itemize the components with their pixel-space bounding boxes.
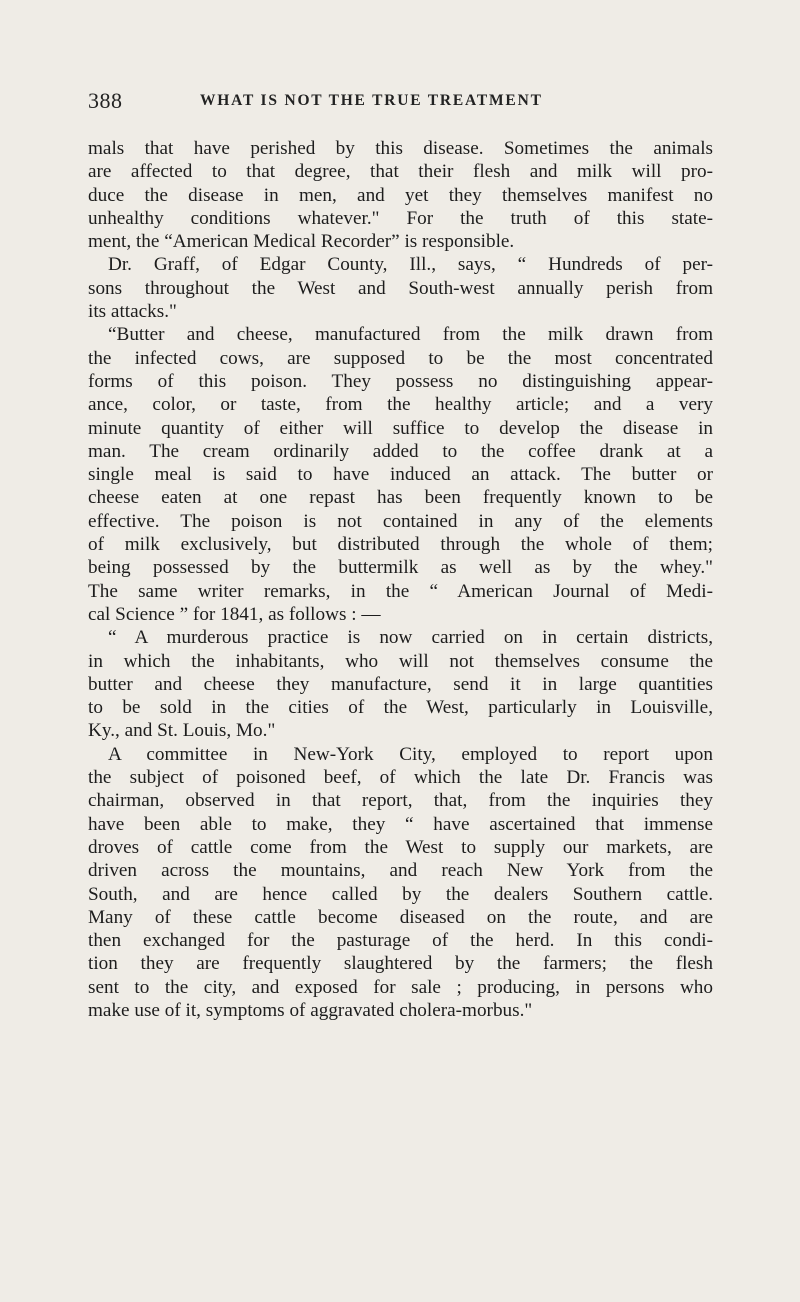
- text-line: of milk exclusively, but distributed through the whole of them;: [88, 534, 713, 556]
- text-line: tion they are frequently slaughtered by the farmers; the flesh: [88, 953, 713, 975]
- text-line: in which the inhabitants, who will not themselves consume the: [88, 650, 713, 672]
- text-line: cal Science ” for 1841, as follows : —: [88, 603, 381, 625]
- text-line: unhealthy conditions whatever." For the truth of this state-: [88, 207, 713, 229]
- text-line: sons throughout the West and South-west annually perish from: [88, 277, 713, 299]
- text-line: Ky., and St. Louis, Mo.": [88, 720, 276, 742]
- body-text: [88, 137, 713, 1022]
- running-title: WHAT IS NOT THE TRUE TREATMENT: [200, 92, 543, 109]
- text-line: droves of cattle come from the West to supply our markets, are: [88, 836, 713, 858]
- text-line: The same writer remarks, in the “ American Journal of Medi-: [88, 580, 713, 602]
- text-line: the subject of poisoned beef, of which the late Dr. Francis was: [88, 767, 713, 789]
- text-line: butter and cheese they manufacture, send it in large quantities: [88, 673, 713, 695]
- text-line: A committee in New-York City, employed to report upon: [108, 743, 713, 765]
- text-line: mals that have perished by this disease. Sometimes the animals: [88, 138, 713, 159]
- text-line: cheese eaten at one repast has been frequently known to be: [88, 487, 713, 509]
- text-line: being possessed by the buttermilk as well as by the whey.": [88, 557, 713, 579]
- text-line: chairman, observed in that report, that, from the inquiries they: [88, 790, 713, 812]
- text-line: “Butter and cheese, manufactured from the milk drawn from: [108, 324, 713, 346]
- text-line: minute quantity of either will suffice to develop the disease in: [88, 417, 713, 439]
- text-line: effective. The poison is not contained in any of the elements: [88, 510, 713, 532]
- text-line: duce the disease in men, and yet they themselves manifest no: [88, 184, 713, 206]
- text-line: then exchanged for the pasturage of the herd. In this condi-: [88, 930, 713, 952]
- text-line: South, and are hence called by the dealers Southern cattle.: [88, 883, 713, 905]
- text-line: “ A murderous practice is now carried on in certain districts,: [108, 627, 713, 649]
- text-line: are affected to that degree, that their flesh and milk will pro-: [88, 161, 713, 183]
- text-line: Dr. Graff, of Edgar County, Ill., says, “ Hundreds of per-: [108, 254, 713, 276]
- text-line: have been able to make, they “ have ascertained that immense: [88, 813, 713, 835]
- text-line: Many of these cattle become diseased on the route, and are: [88, 906, 713, 928]
- page-number: 388: [88, 88, 123, 113]
- text-line: its attacks.": [88, 301, 177, 323]
- text-line: the infected cows, are supposed to be the most concentrated: [88, 347, 713, 369]
- text-line: forms of this poison. They possess no distinguishing appear-: [88, 370, 713, 392]
- text-line: driven across the mountains, and reach New York from the: [88, 860, 713, 882]
- text-line: make use of it, symptoms of aggravated cholera-morbus.": [88, 999, 533, 1021]
- text-line: man. The cream ordinarily added to the coffee drank at a: [88, 440, 713, 462]
- text-line: sent to the city, and exposed for sale ; producing, in persons who: [88, 976, 713, 998]
- text-line: to be sold in the cities of the West, particularly in Louisville,: [88, 697, 713, 719]
- text-line: ance, color, or taste, from the healthy article; and a very: [88, 394, 713, 416]
- text-line: ment, the “American Medical Recorder” is responsible.: [88, 231, 515, 253]
- running-head: [88, 88, 713, 118]
- text-line: single meal is said to have induced an attack. The butter or: [88, 464, 713, 486]
